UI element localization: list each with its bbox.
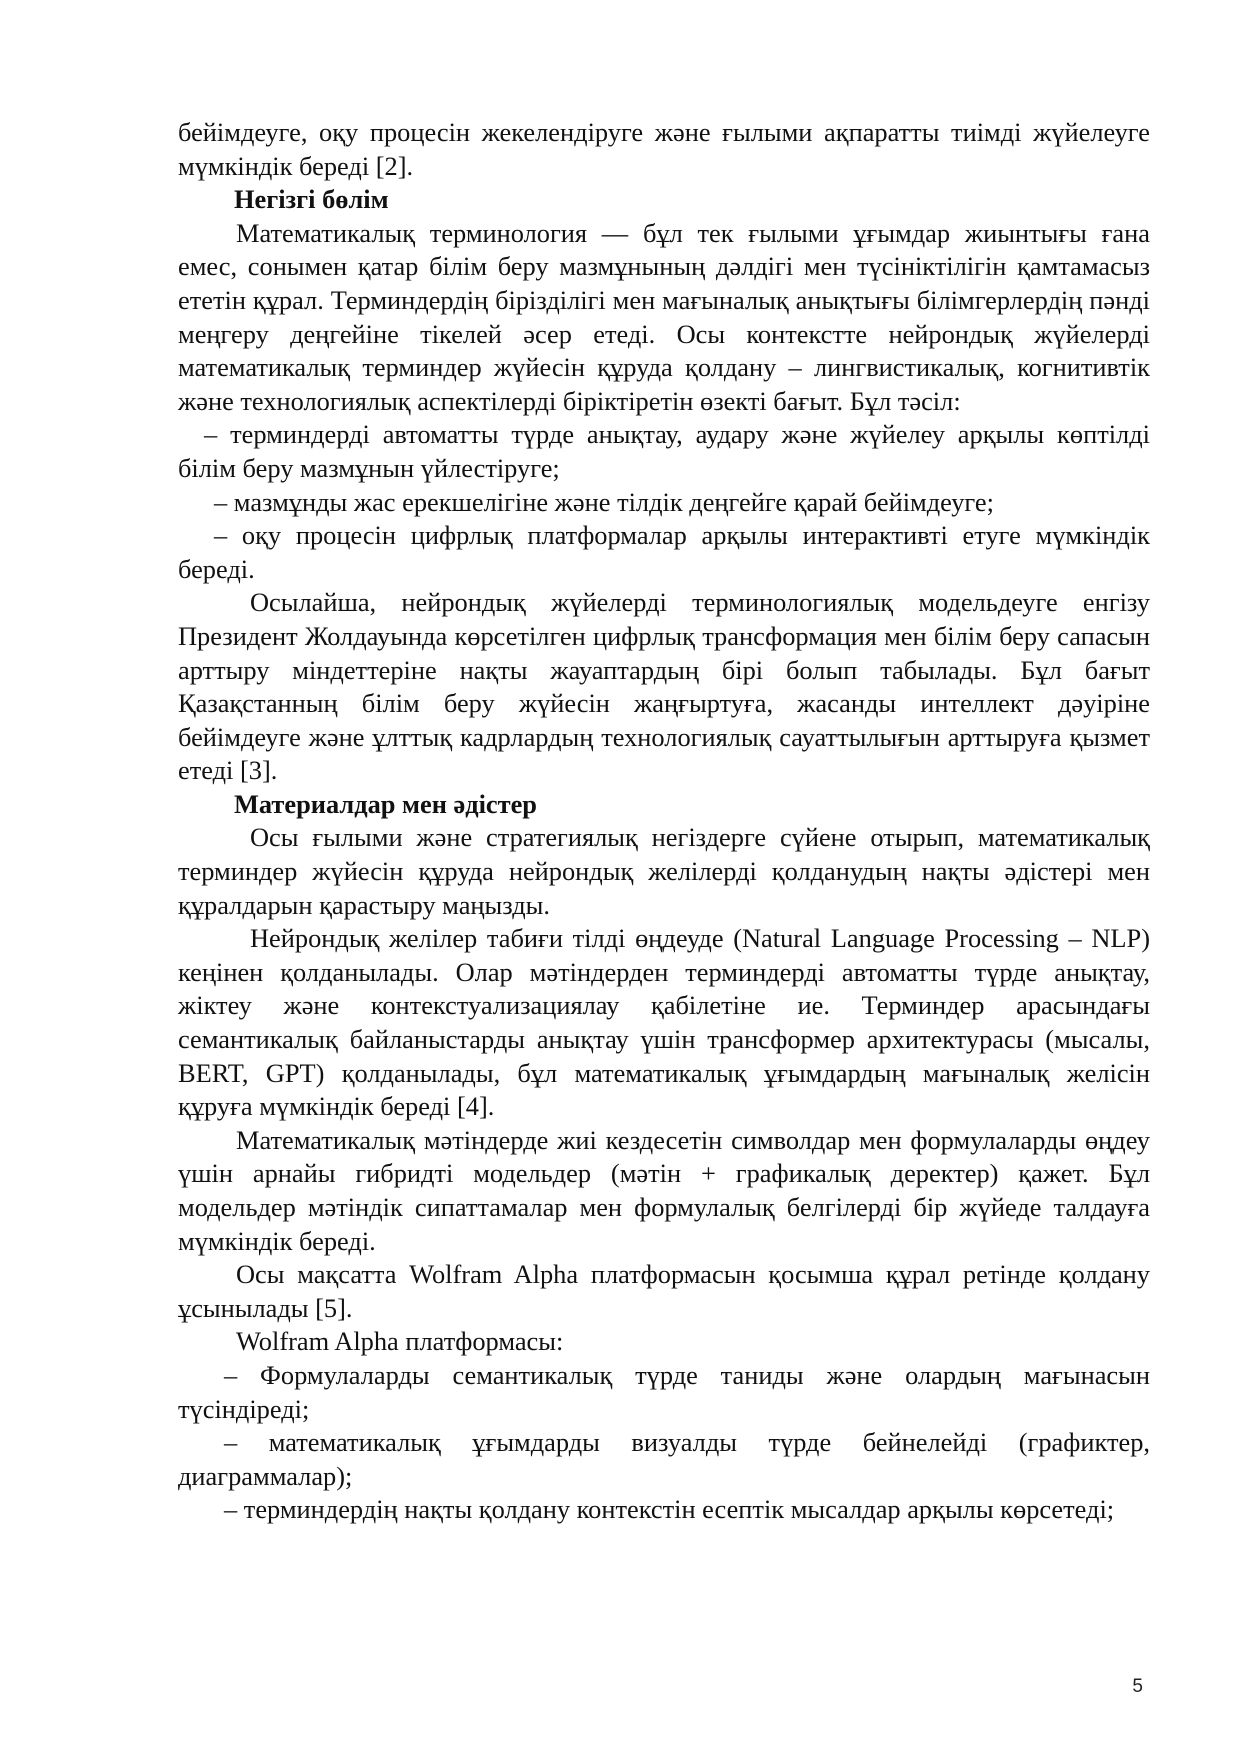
paragraph-nlp: Нейрондық желілер табиғи тілді өңдеуде (Natural Language Processing – NLP) кеңінен қолданылады. Олар мәтіндерден терминдерді автоматты түрде анықтау, жіктеу және контекстуализациялау қабілетіне ие. Терминдер арасындағы семантикалық байланыстарды анықтау үшін трансформер архитектурасы (мысалы, BERT, GPT) қолданылады, бұл математикалық ұғымдардың мағыналық желісін құруға мүмкіндік береді [4]. [178,923,1150,1122]
list-item-visualization: – математикалық ұғымдарды визуалды түрде бейнелейді (графиктер, диаграммалар); [178,1427,1150,1491]
paragraph-wolfram-purpose: Осы мақсатта Wolfram Alpha платформасын қосымша құрал ретінде қолдану ұсынылады [5]. [178,1259,1150,1323]
paragraph-intro-continuation: бейімдеуге, оқу процесін жекелендіруге және ғылыми ақпаратты тиімді жүйелеуге мүмкіндік береді [2]. [178,117,1150,181]
section-heading-main-part: Негізгі бөлім [234,184,389,215]
paragraph-wolfram-platform: Wolfram Alpha платформасы: [236,1326,564,1357]
paragraph-presidential-address: Осылайша, нейрондық жүйелерді терминологиялық модельдеуге енгізу Президент Жолдауында көрсетілген цифрлық трансформация мен білім беру сапасын арттыру міндеттеріне нақты жауаптардың бірі болып табылады. Бұл бағыт Қазақстанның білім беру жүйесін жаңғыртуға, жасанды интеллект дәуіріне бейімдеуге және ұлттық кадрлардың технологиялық сауаттылығын арттыруға қызмет етеді [3]. [178,587,1150,786]
list-item-interactive: – оқу процесін цифрлық платформалар арқылы интерактивті етуге мүмкіндік береді. [178,520,1150,584]
paragraph-hybrid-models: Математикалық мәтіндерде жиі кездесетін символдар мен формулаларды өңдеу үшін арнайы гибридті модельдер (мәтін + графикалық деректер) қажет. Бұл модельдер мәтіндік сипаттамалар мен формулалық белгілерді бір жүйеде талдауға мүмкіндік береді. [178,1124,1150,1256]
section-heading-materials-methods: Материалдар мен әдістер [234,788,537,819]
list-item-adaptation: – мазмұнды жас ерекшелігіне және тілдік деңгейге қарай бейімдеуге; [214,486,994,517]
page-number: 5 [1132,1676,1143,1697]
paragraph-terminology: Математикалық терминология — бұл тек ғылыми ұғымдар жиынтығы ғана емес, сонымен қатар білім беру мазмұнының дәлдігі мен түсініктілігін қамтамасыз ететін құрал. Терминдердің біріздiлігі мен мағыналық анықтығы білімгерлердің пәнді меңгеру деңгейіне тікелей әсер етеді. Осы контекстте нейрондық жүйелерді математикалық терминдер жүйесін құруда қолдану – лингвистикалық, когнитивтік және технологиялық аспектілерді біріктіретін өзекті бағыт. Бұл тәсіл: [178,217,1150,416]
paragraph-methods-intro: Осы ғылыми және стратегиялық негіздерге сүйене отырып, математикалық терминдер жүйесін құруда нейрондық желілерді қолданудың нақты әдістері мен құралдарын қарастыру маңызды. [178,822,1150,920]
list-item-formulas: – Формулаларды семантикалық түрде таниды және олардың мағынасын түсіндіреді; [178,1359,1150,1424]
list-item-multilingual: – терминдерді автоматты түрде анықтау, аудару және жүйелеу арқылы көптілді білім беру мазмұнын үйлестіруге; [178,419,1150,483]
list-item-context: – терминдердің нақты қолдану контекстін есептік мысалдар арқылы көрсетеді; [224,1494,1115,1525]
page-content [178,116,1150,1527]
